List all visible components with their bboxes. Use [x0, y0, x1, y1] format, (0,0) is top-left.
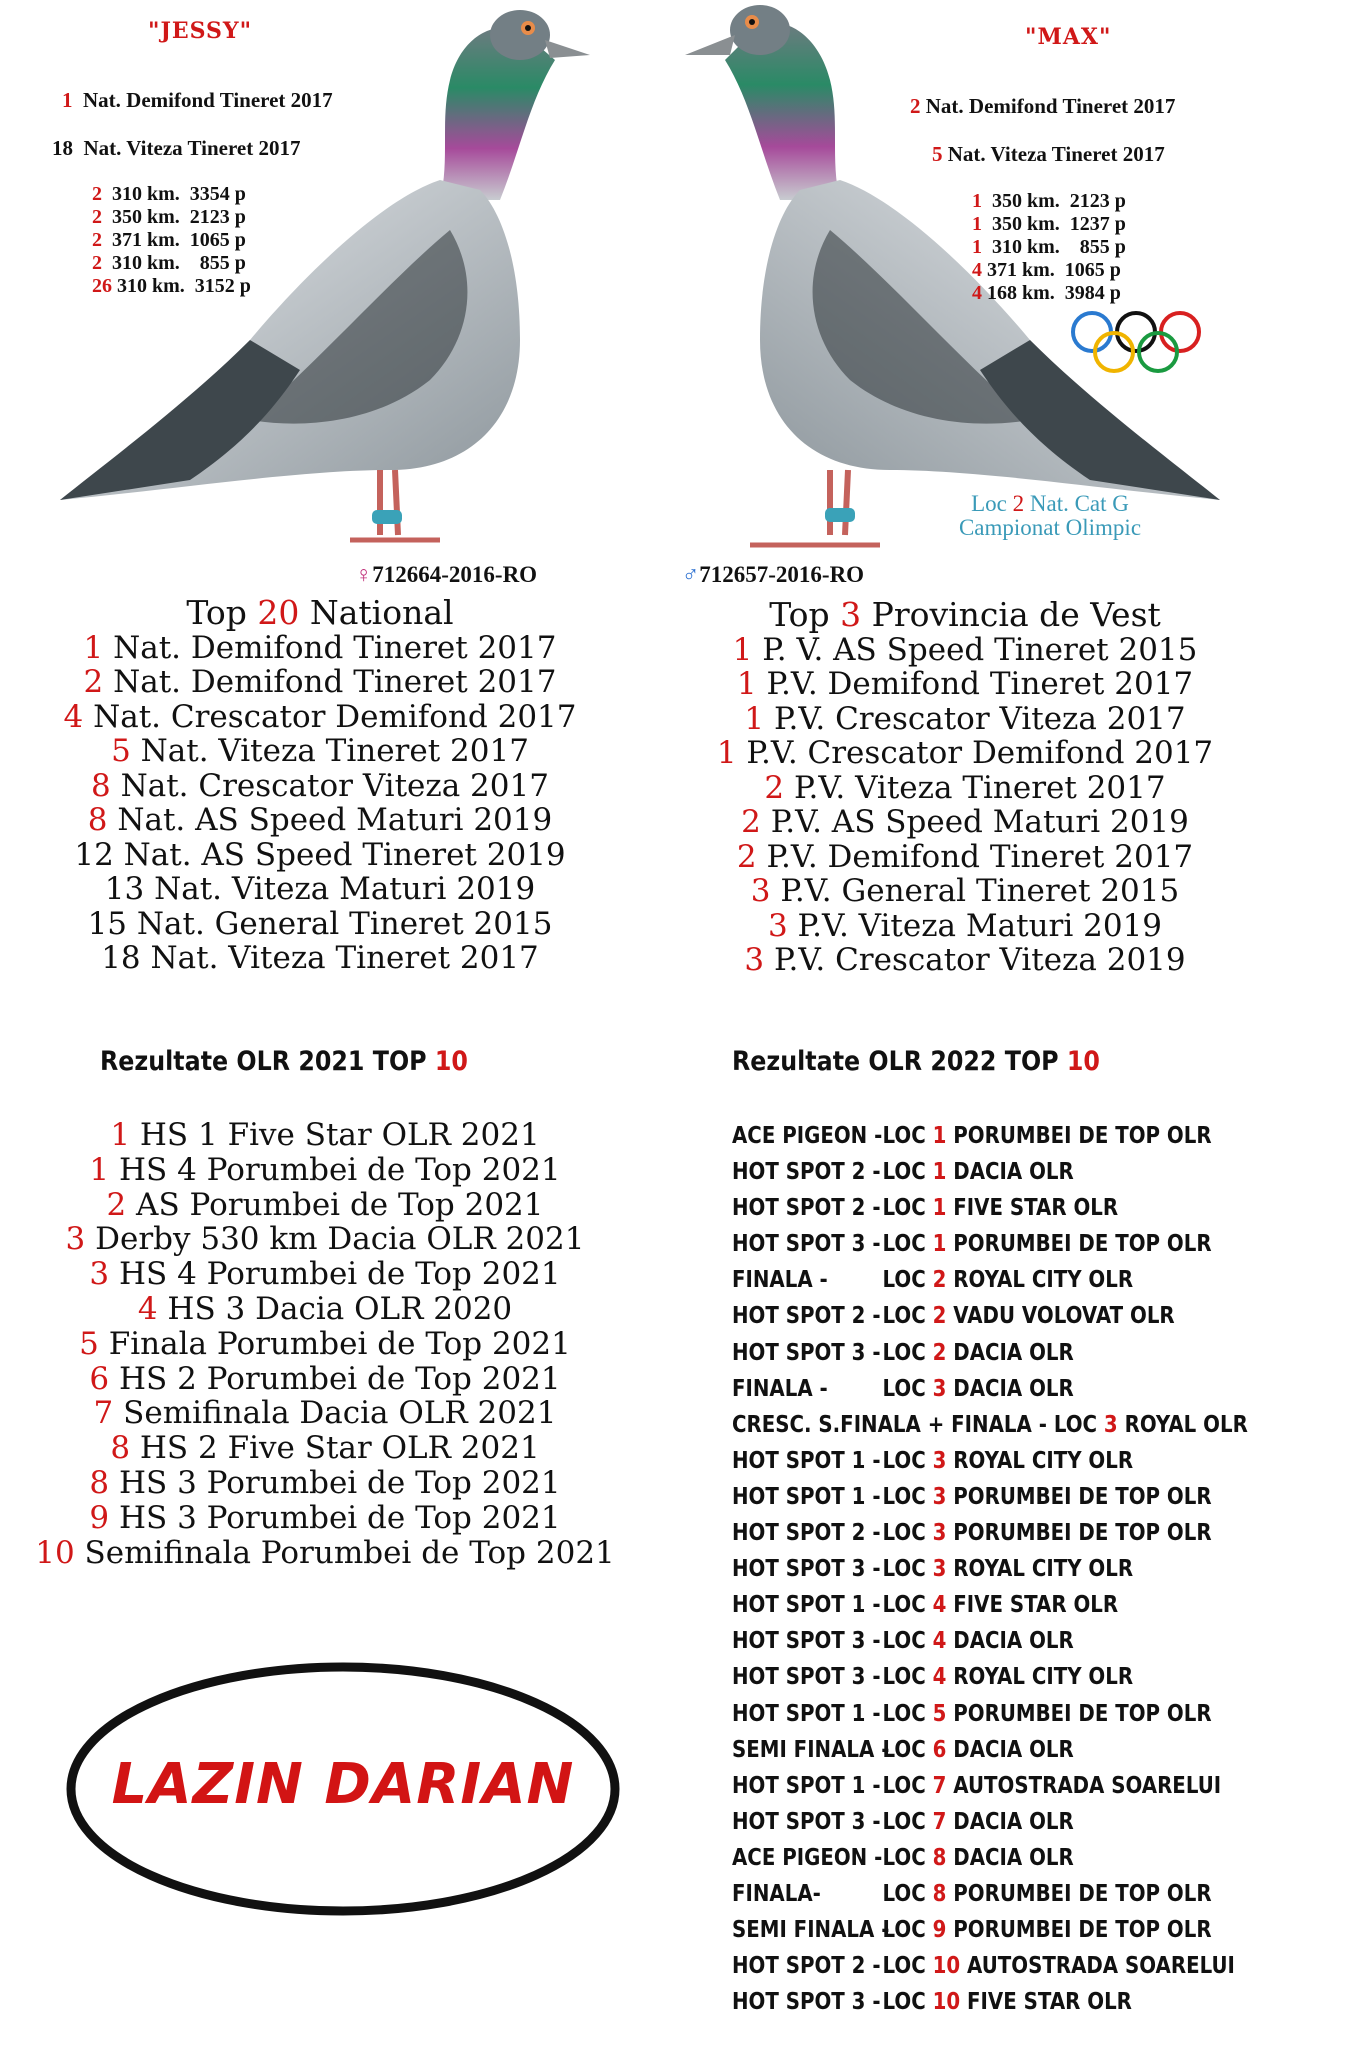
olr2021-item-text: HS 3 Porumbei de Top 2021 [109, 1464, 561, 1501]
left-result-row-position: 2 [92, 229, 102, 251]
left-result-row-text: 371 km. 1065 p [102, 229, 246, 251]
right-results [972, 190, 1126, 305]
olr2022-item-text: DACIA OLR [946, 1159, 1074, 1186]
olr2022-item-label: HOT SPOT 3 - [732, 1989, 881, 2016]
olr2021-item [30, 1118, 620, 1153]
olr2022-item-position: 1 [932, 1231, 947, 1258]
provincial-item-position: 1 [716, 735, 737, 771]
provincial-item [675, 943, 1255, 978]
right-ring-number: ♂712657-2016-RO [682, 562, 865, 587]
olr2022-item-position: 9 [932, 1917, 947, 1944]
left-result-row-position: 2 [92, 206, 102, 228]
olr2021-item [30, 1292, 620, 1327]
olr2022-item [732, 1335, 1248, 1371]
olr2021-item [30, 1257, 620, 1292]
olr2021-item [30, 1536, 620, 1571]
national-item-text: 12 Nat. AS Speed Tineret 2019 [74, 836, 566, 873]
olr2022-item-text: FIVE STAR OLR [960, 1989, 1132, 2016]
olr2022-item-loc: LOC [882, 1917, 933, 1944]
olr2022-item-label: HOT SPOT 2 - [732, 1953, 881, 1980]
olr2022-item-loc: LOC [882, 1772, 933, 1799]
olr2022-item-label: HOT SPOT 1 - [732, 1447, 881, 1474]
olr2021-item-position: 3 [89, 1256, 110, 1293]
right-result-row-text: 371 km. 1065 p [982, 259, 1121, 281]
olr2021-item-position: 10 [35, 1534, 75, 1571]
provincial-item-position: 2 [764, 769, 785, 806]
olr2022-heading: Rezultate OLR 2022 TOP 10 [732, 1046, 1100, 1077]
olr2022-item [732, 1876, 1248, 1912]
olr2022-item-loc: LOC [1053, 1411, 1104, 1438]
olr2021-item [30, 1362, 620, 1397]
olr2022-item-position: 7 [932, 1808, 947, 1835]
olr2022-list [732, 1118, 1332, 2020]
olr2022-item-loc: LOC [882, 1375, 933, 1402]
right-bird-name: "MAX" [1025, 24, 1112, 50]
olr2022-item [732, 1659, 1248, 1695]
provincial-item [675, 633, 1255, 668]
olr2022-item-label: HOT SPOT 3 - [732, 1664, 881, 1691]
provincial-item-text: P.V. General Tineret 2015 [770, 873, 1180, 909]
national-item-position: 5 [111, 733, 131, 769]
national-item-position: 8 [87, 802, 108, 838]
provincial-item-text: P.V. AS Speed Maturi 2019 [760, 804, 1189, 840]
right-result-row-position: 4 [972, 282, 982, 304]
national-item-position: 2 [83, 664, 104, 700]
olr2022-item-label: HOT SPOT 1 - [732, 1592, 881, 1619]
olr2021-item-text: HS 4 Porumbei de Top 2021 [109, 1256, 561, 1293]
olr2022-item-label: HOT SPOT 2 - [732, 1195, 881, 1222]
olr2022-item [732, 1190, 1248, 1226]
olr2022-item-position: 4 [932, 1664, 947, 1691]
olr2021-heading: Rezultate OLR 2021 TOP 10 [100, 1046, 468, 1077]
olr2022-item-text: FIVE STAR OLR [946, 1195, 1119, 1222]
left-bird-name: "JESSY" [148, 18, 253, 44]
olr2022-item-text: DACIA OLR [946, 1628, 1074, 1655]
olr2022-item-label: FINALA - [732, 1267, 828, 1294]
olr2022-item-position: 7 [932, 1772, 947, 1799]
olr2022-item [732, 1262, 1248, 1298]
left-result-row-position: 26 [92, 275, 112, 297]
olr2021-item [30, 1501, 620, 1536]
olr2021-item [30, 1188, 620, 1223]
provincial-item [675, 909, 1255, 944]
olr2022-item-label: SEMI FINALA - [732, 1736, 890, 1763]
olr2022-item-loc: LOC [882, 1628, 933, 1655]
national-item-position: 4 [63, 698, 84, 735]
olr2022-item-text: VADU VOLOVAT OLR [946, 1303, 1175, 1330]
national-item-text: Nat. Demifond Tineret 2017 [103, 629, 557, 666]
national-item-text: Nat. Demifond Tineret 2017 [103, 664, 557, 700]
left-pigeon-image [50, 0, 630, 570]
olr2022-item-text: PORUMBEI DE TOP OLR [946, 1700, 1212, 1727]
right-result-row [972, 259, 1126, 282]
olr2022-item [732, 1696, 1248, 1732]
olr2022-item-label: CRESC. S.FINALA + FINALA - [732, 1411, 1054, 1438]
olr2021-item-text: HS 2 Porumbei de Top 2021 [109, 1360, 561, 1397]
olr2022-item [732, 1840, 1248, 1876]
right-pigeon-image [680, 0, 1240, 570]
olr2021-item-text: Semifinala Dacia OLR 2021 [113, 1395, 557, 1432]
olr2022-item-text: DACIA OLR [946, 1844, 1074, 1871]
olr2021-item [30, 1431, 620, 1466]
olr2021-item-position: 3 [65, 1221, 86, 1258]
olr2022-item-loc: LOC [882, 1989, 933, 2016]
olr2022-item-label: FINALA- [732, 1880, 821, 1907]
olr2021-item-position: 4 [137, 1290, 158, 1327]
right-result-row [972, 282, 1126, 305]
olr2021-item-text: HS 2 Five Star OLR 2021 [130, 1430, 540, 1467]
olr2022-item-text: AUTOSTRADA SOARELUI [946, 1772, 1222, 1799]
olr2022-item-position: 8 [932, 1844, 947, 1871]
olr2022-item-label: HOT SPOT 2 - [732, 1520, 881, 1547]
national-item-text: Nat. Viteza Tineret 2017 [130, 733, 529, 769]
olr2022-item-loc: LOC [882, 1447, 933, 1474]
national-item-position: 8 [91, 767, 111, 804]
olr2022-item [732, 1948, 1248, 1984]
olr2021-item-text: HS 4 Porumbei de Top 2021 [109, 1151, 561, 1188]
olr2022-item-text: ROYAL CITY OLR [946, 1664, 1134, 1691]
olr2022-item-label: SEMI FINALA - [732, 1917, 890, 1944]
national-item-position: 1 [83, 629, 104, 666]
olr2022-item-label: HOT SPOT 2 - [732, 1159, 881, 1186]
provincial-item-text: P.V. Viteza Maturi 2019 [787, 907, 1163, 944]
olr2022-item-text: ROYAL OLR [1117, 1411, 1248, 1438]
olr2021-item-text: HS 3 Dacia OLR 2020 [157, 1290, 513, 1327]
olr2022-item-position: 3 [1103, 1411, 1118, 1438]
olr2021-item-text: AS Porumbei de Top 2021 [126, 1186, 544, 1223]
olr2022-item-position: 10 [932, 1953, 961, 1980]
provincial-item-position: 3 [750, 873, 771, 909]
provincial-item-text: P.V. Crescator Viteza 2017 [764, 700, 1186, 737]
provincial-item-position: 1 [732, 631, 753, 668]
olr2022-item-loc: LOC [882, 1736, 933, 1763]
national-title: Top 20 National [186, 593, 454, 632]
olr2021-item-position: 1 [110, 1117, 131, 1153]
provincial-list [675, 595, 1255, 978]
provincial-item [675, 874, 1255, 909]
national-item [40, 769, 600, 804]
right-result-row-text: 168 km. 3984 p [982, 282, 1121, 304]
olr2021-item [30, 1396, 620, 1431]
olr2022-item-position: 8 [932, 1880, 947, 1907]
right-result-row [972, 190, 1126, 213]
olr2022-item-label: HOT SPOT 1 - [732, 1772, 881, 1799]
provincial-item-text: P.V. Demifond Tineret 2017 [756, 838, 1194, 875]
olr2022-item [732, 1154, 1248, 1190]
olr2022-item-position: 3 [932, 1447, 947, 1474]
olr2022-item-position: 1 [932, 1195, 947, 1222]
national-item-text: 13 Nat. Viteza Maturi 2019 [104, 871, 536, 907]
national-item [40, 631, 600, 666]
olr2022-item-loc: LOC [882, 1556, 933, 1583]
olr2022-item-text: DACIA OLR [946, 1375, 1074, 1402]
national-item-text: Nat. AS Speed Maturi 2019 [107, 802, 553, 838]
olr2021-item-text: Derby 530 km Dacia OLR 2021 [85, 1221, 585, 1258]
national-item [40, 872, 600, 907]
olr2022-item-label: HOT SPOT 3 - [732, 1339, 881, 1366]
olr2022-item-text: FIVE STAR OLR [946, 1592, 1119, 1619]
olr2022-item-position: 2 [932, 1267, 947, 1294]
olr2022-item [732, 1587, 1248, 1623]
national-item [40, 734, 600, 769]
olr2022-item-label: ACE PIGEON - [732, 1123, 883, 1149]
left-result-row-text: 310 km. 3152 p [112, 275, 251, 297]
right-rank2: 5 Nat. Viteza Tineret 2017 [932, 142, 1165, 166]
olr2022-item [732, 1226, 1248, 1262]
olr2022-item-text: PORUMBEI DE TOP OLR [946, 1880, 1212, 1907]
olr2021-item [30, 1153, 620, 1188]
left-rank2: 18 Nat. Viteza Tineret 2017 [52, 136, 301, 160]
left-result-row-position: 2 [92, 183, 102, 205]
right-result-row-position: 1 [972, 190, 982, 212]
left-ring-number: ♀712664-2016-RO [355, 562, 538, 587]
provincial-item-text: P.V. Crescator Viteza 2019 [764, 942, 1186, 978]
olr2021-item-position: 8 [110, 1430, 131, 1467]
olr2021-item-position: 5 [79, 1325, 99, 1362]
olr2022-item-loc: LOC [882, 1483, 933, 1510]
right-result-row-position: 4 [972, 259, 982, 281]
provincial-item [675, 736, 1255, 771]
olr2022-item-label: HOT SPOT 1 - [732, 1483, 881, 1510]
olr2022-item-label: ACE PIGEON - [732, 1844, 883, 1871]
provincial-item [675, 805, 1255, 840]
provincial-item-position: 1 [744, 700, 765, 737]
provincial-title: Top 3 Provincia de Vest [769, 595, 1161, 634]
olr2021-item-position: 7 [93, 1395, 114, 1432]
olr2022-item-loc: LOC [882, 1592, 933, 1619]
national-item-text: Nat. Crescator Demifond 2017 [83, 698, 577, 735]
olr2022-item [732, 1551, 1248, 1587]
olr2021-item-position: 1 [89, 1151, 110, 1188]
olr2022-item-text: ROYAL CITY OLR [946, 1267, 1134, 1294]
national-item-text: Nat. Crescator Viteza 2017 [110, 767, 549, 804]
olr2022-item-position: 6 [932, 1736, 947, 1763]
olr2021-item [30, 1466, 620, 1501]
provincial-item [675, 702, 1255, 737]
olr2022-item [732, 1984, 1248, 2020]
provincial-item-text: P. V. AS Speed Tineret 2015 [752, 631, 1198, 668]
olr2022-item [732, 1732, 1248, 1768]
brand-name: LAZIN DARIAN [111, 1752, 575, 1817]
olr2022-item-position: 2 [932, 1303, 947, 1330]
left-result-row-position: 2 [92, 252, 102, 274]
olr2022-item-text: PORUMBEI DE TOP OLR [946, 1123, 1212, 1149]
national-item [40, 838, 600, 873]
olympic-rings-icon [1068, 308, 1208, 378]
olr2022-item-loc: LOC [882, 1700, 933, 1727]
provincial-item [675, 667, 1255, 702]
olr2021-item-text: HS 3 Porumbei de Top 2021 [109, 1499, 561, 1536]
olr2021-item-text: Semifinala Porumbei de Top 2021 [74, 1534, 615, 1571]
olr2021-list [30, 1118, 620, 1570]
provincial-item-position: 2 [741, 804, 761, 840]
national-item-text: 15 Nat. General Tineret 2015 [87, 905, 553, 942]
olr2022-item-loc: LOC [882, 1953, 933, 1980]
olr2022-item-label: HOT SPOT 3 - [732, 1808, 881, 1835]
olr2022-item [732, 1912, 1248, 1948]
provincial-item-text: P.V. Viteza Tineret 2017 [784, 769, 1166, 806]
provincial-item-position: 2 [736, 838, 757, 875]
provincial-item-position: 3 [744, 942, 765, 978]
olr2022-item-position: 3 [932, 1556, 947, 1583]
left-result-row-text: 350 km. 2123 p [102, 206, 246, 228]
national-item [40, 803, 600, 838]
provincial-item-position: 1 [736, 666, 757, 702]
olr2022-item-position: 4 [932, 1592, 947, 1619]
provincial-item-position: 3 [767, 907, 788, 944]
olr2021-item [30, 1222, 620, 1257]
olr2022-item-text: DACIA OLR [946, 1736, 1074, 1763]
national-item [40, 700, 600, 735]
olr2022-item-text: PORUMBEI DE TOP OLR [946, 1231, 1212, 1258]
olr2022-item-text: AUTOSTRADA SOARELUI [960, 1953, 1235, 1980]
right-result-row-text: 350 km. 2123 p [982, 190, 1126, 212]
olr2022-item-text: PORUMBEI DE TOP OLR [946, 1520, 1212, 1547]
provincial-item-text: P.V. Crescator Demifond 2017 [736, 735, 1214, 771]
olr2021-item-text: HS 1 Five Star OLR 2021 [130, 1117, 540, 1153]
right-result-row [972, 236, 1126, 259]
provincial-item-text: P.V. Demifond Tineret 2017 [756, 666, 1194, 702]
olr2022-item-position: 3 [932, 1520, 947, 1547]
national-item [40, 941, 600, 976]
national-item [40, 907, 600, 942]
provincial-item [675, 771, 1255, 806]
olr2022-item-loc: LOC [882, 1808, 933, 1835]
olr2021-item-position: 2 [106, 1186, 127, 1223]
olympic-caption: Loc 2 Nat. Cat G Campionat Olimpic [958, 491, 1142, 540]
olr2022-item [732, 1804, 1248, 1840]
olr2021-item-position: 8 [89, 1464, 110, 1501]
left-result-row-text: 310 km. 855 p [102, 252, 246, 274]
olr2022-item-position: 3 [932, 1483, 947, 1510]
olr2022-item [732, 1515, 1248, 1551]
olr2022-item-label: HOT SPOT 3 - [732, 1628, 881, 1655]
olr2022-item-loc: LOC [882, 1231, 933, 1258]
olr2022-item [732, 1443, 1248, 1479]
olr2022-item [732, 1298, 1248, 1334]
olr2022-item [732, 1768, 1248, 1804]
olr2022-item-position: 10 [932, 1989, 961, 2016]
olr2022-item-text: ROYAL CITY OLR [946, 1447, 1134, 1474]
right-result-row [972, 213, 1126, 236]
olr2022-item [732, 1118, 1248, 1154]
olr2022-item-position: 1 [932, 1159, 947, 1186]
olr2021-item [30, 1327, 620, 1362]
olr2022-item-loc: LOC [882, 1303, 933, 1330]
national-list [40, 593, 600, 976]
right-result-row-text: 350 km. 1237 p [982, 213, 1126, 235]
olr2022-item-text: ROYAL CITY OLR [946, 1556, 1134, 1583]
olr2021-item-position: 9 [89, 1499, 110, 1536]
olr2022-item-loc: LOC [882, 1195, 933, 1222]
olr2022-item-loc: LOC [882, 1880, 933, 1907]
olr2022-item-loc: LOC [882, 1520, 933, 1547]
olr2022-item-position: 5 [932, 1700, 947, 1727]
olr2022-item [732, 1371, 1248, 1407]
olr2022-item [732, 1623, 1248, 1659]
olr2021-item-position: 6 [89, 1360, 110, 1397]
left-result-row-text: 310 km. 3354 p [102, 183, 246, 205]
olr2022-item-label: HOT SPOT 3 - [732, 1231, 881, 1258]
olr2022-item-text: PORUMBEI DE TOP OLR [946, 1483, 1212, 1510]
olr2022-item-loc: LOC [882, 1159, 933, 1186]
provincial-item [675, 840, 1255, 875]
olr2021-item-text: Finala Porumbei de Top 2021 [98, 1325, 571, 1362]
olr2022-item-label: HOT SPOT 2 - [732, 1303, 881, 1330]
olr2022-item-loc: LOC [882, 1339, 933, 1366]
right-result-row-position: 1 [972, 213, 982, 235]
left-rank1: 1 Nat. Demifond Tineret 2017 [62, 88, 333, 112]
olr2022-item-loc: LOC [882, 1123, 933, 1149]
olr2022-item-text: DACIA OLR [946, 1808, 1074, 1835]
olr2022-item [732, 1479, 1248, 1515]
olr2022-item-loc: LOC [882, 1664, 933, 1691]
national-item [40, 665, 600, 700]
right-result-row-text: 310 km. 855 p [982, 236, 1126, 258]
olr2022-item-position: 2 [932, 1339, 947, 1366]
olr2022-item-label: HOT SPOT 1 - [732, 1700, 881, 1727]
olr2022-item-position: 1 [932, 1123, 947, 1149]
olr2022-item-position: 3 [932, 1375, 947, 1402]
olr2022-item-loc: LOC [882, 1844, 933, 1871]
olr2022-item-position: 4 [932, 1628, 947, 1655]
olr2022-item-label: FINALA - [732, 1375, 828, 1402]
right-rank1: 2 Nat. Demifond Tineret 2017 [910, 94, 1176, 118]
olr2022-item [732, 1407, 1248, 1443]
national-item-text: 18 Nat. Viteza Tineret 2017 [101, 940, 539, 976]
olr2022-item-text: DACIA OLR [946, 1339, 1074, 1366]
olr2022-item-text: PORUMBEI DE TOP OLR [946, 1917, 1212, 1944]
right-result-row-position: 1 [972, 236, 982, 258]
olr2022-item-loc: LOC [882, 1267, 933, 1294]
olr2022-item-label: HOT SPOT 3 - [732, 1556, 881, 1583]
